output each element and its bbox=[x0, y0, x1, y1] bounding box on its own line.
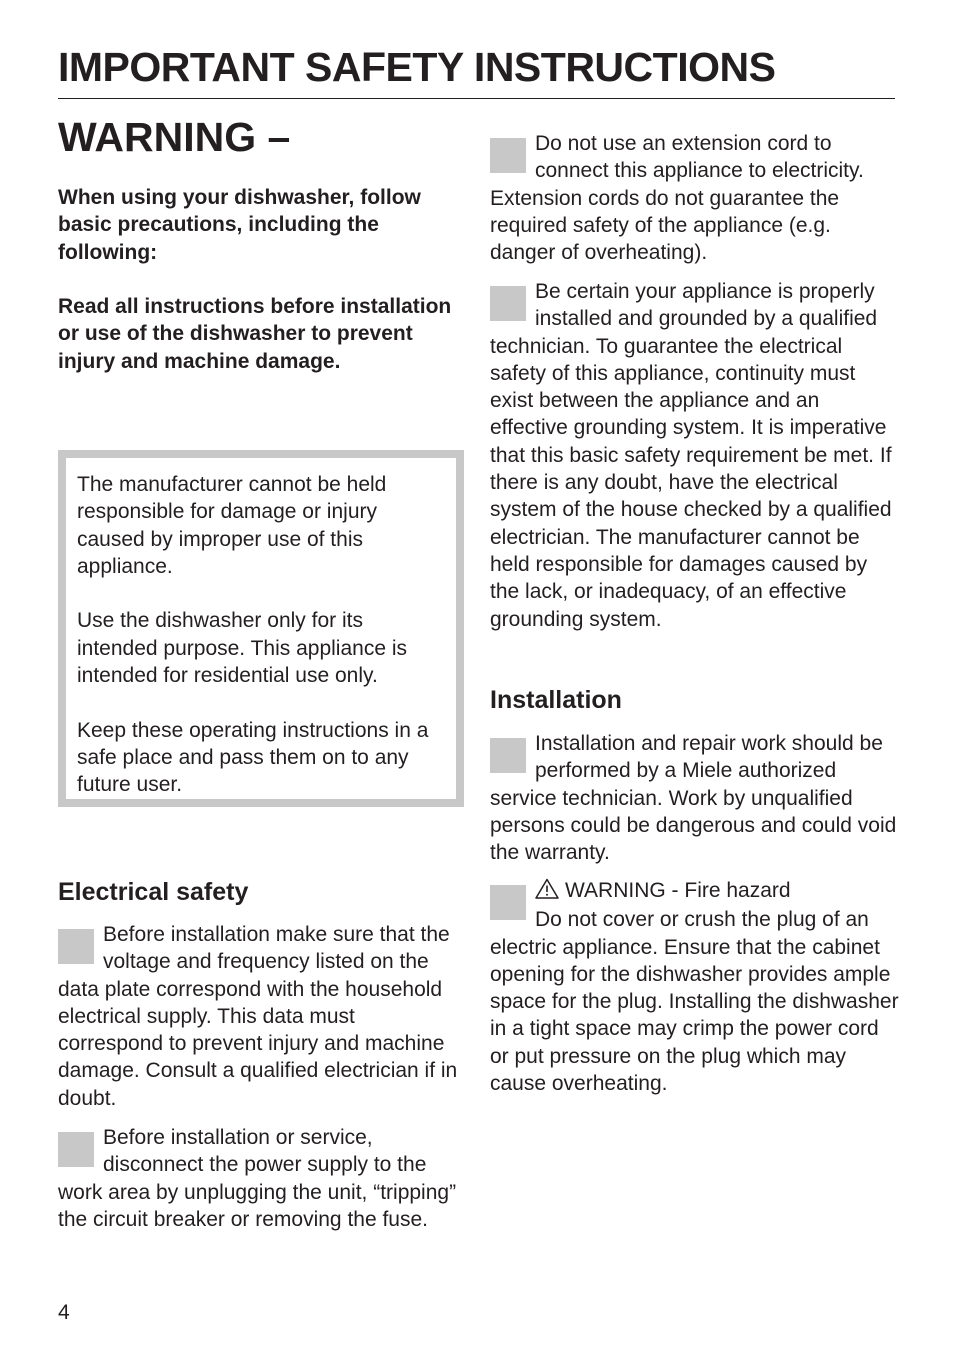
warning-heading: WARNING – bbox=[58, 114, 291, 160]
page-title: IMPORTANT SAFETY INSTRUCTIONS bbox=[58, 44, 895, 99]
gray-bullet-marker bbox=[490, 738, 526, 773]
gray-bullet-marker bbox=[490, 286, 526, 321]
gray-bullet-marker bbox=[490, 138, 526, 173]
notice-paragraph: The manufacturer cannot be held responsible for damage or injury caused by improper use of this appliance. bbox=[77, 473, 387, 578]
gray-bullet-marker bbox=[58, 929, 94, 964]
safety-item bbox=[58, 1124, 464, 1233]
electrical-safety-heading: Electrical safety bbox=[58, 878, 249, 906]
safety-item bbox=[490, 278, 900, 633]
notice-box bbox=[58, 450, 464, 807]
gray-bullet-marker bbox=[58, 1132, 94, 1167]
intro-text: When using your dishwasher, follow basic precautions, including the following: bbox=[58, 186, 421, 264]
installation-item bbox=[490, 730, 900, 866]
read-instructions-text: Read all instructions before installation or use of the dishwasher to prevent injury and machine damage. bbox=[58, 295, 452, 373]
gray-bullet-marker bbox=[490, 885, 526, 920]
fire-hazard-item bbox=[490, 877, 900, 1097]
page-number: 4 bbox=[58, 1301, 70, 1324]
fire-hazard-text: Do not cover or crush the plug of an electric appliance. Ensure that the cabinet opening for the dishwasher provides ample space for the plug. Installing the dishwasher in a tight space may crimp the power cord or put pressure on the plug which may cause overheating. bbox=[490, 908, 899, 1096]
safety-item bbox=[58, 921, 464, 1112]
warning-triangle-icon bbox=[535, 878, 559, 906]
safety-item-text: Before installation or service, disconnect the power supply to the work area by unplugging the unit, “tripping” the circuit breaker or removing the fuse. bbox=[58, 1126, 457, 1231]
safety-item-text: Before installation make sure that the voltage and frequency listed on the data plate correspond with the household electrical supply. This data must correspond to prevent injury and machine damage. Consult a qualified electrician if in doubt. bbox=[58, 923, 458, 1110]
fire-hazard-label: WARNING - Fire hazard bbox=[565, 879, 791, 902]
installation-item-text: Installation and repair work should be performed by a Miele authorized service technician. Work by unqualified persons could be dangerous and could void the warranty. bbox=[490, 732, 897, 865]
safety-item-text: Be certain your appliance is properly installed and grounded by a qualified technician. To guarantee the electrical safety of this appliance, continuity must exist between the appliance and an effective grounding system. It is imperative that this basic safety requirement be met. If there is any doubt, have the electrical system of the house checked by a qualified electrician. The manufacturer cannot be held responsible for damages caused by the lack, or inadequacy, of an effective grounding system. bbox=[490, 280, 892, 631]
safety-item-text: Do not use an extension cord to connect this appliance to electricity. Extension cords do not guarantee the required safety of the appliance (e.g. danger of overheating). bbox=[490, 132, 864, 265]
installation-heading: Installation bbox=[490, 686, 622, 714]
notice-paragraph: Keep these operating instructions in a safe place and pass them on to any future user. bbox=[77, 718, 429, 797]
notice-paragraph: Use the dishwasher only for its intended purpose. This appliance is intended for residential use only. bbox=[77, 609, 408, 688]
safety-item bbox=[490, 130, 900, 266]
